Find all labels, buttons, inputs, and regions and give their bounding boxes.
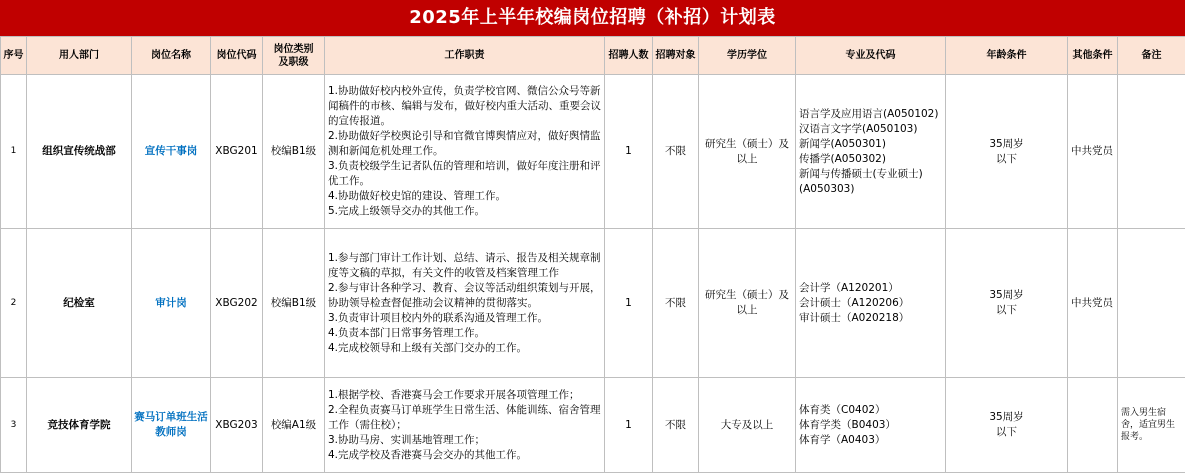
row-target: 不限 xyxy=(653,229,699,378)
row-no: 3 xyxy=(1,378,27,473)
header-no: 序号 xyxy=(1,37,27,75)
duty-line: 2.协助做好学校舆论引导和官微官博舆情应对，做好舆情监测和新闻危机处理工作。 xyxy=(328,129,601,159)
major-line: 语言学及应用语言(A050102) xyxy=(799,107,942,122)
duty-line: 4.负责本部门日常事务管理工作。 xyxy=(328,326,601,341)
row-no: 2 xyxy=(1,229,27,378)
row-count: 1 xyxy=(605,378,653,473)
row-dept: 竞技体育学院 xyxy=(27,378,132,473)
major-line: 体育类（C0402） xyxy=(799,403,942,418)
header-education: 学历学位 xyxy=(699,37,796,75)
row-dept: 纪检室 xyxy=(27,229,132,378)
row-dept: 组织宣传统战部 xyxy=(27,75,132,229)
header-other: 其他条件 xyxy=(1068,37,1118,75)
row-code: XBG201 xyxy=(211,75,263,229)
duty-line: 4.完成校领导和上级有关部门交办的工作。 xyxy=(328,341,601,356)
row-remark xyxy=(1118,75,1185,229)
header-target: 招聘对象 xyxy=(653,37,699,75)
header-dept: 用人部门 xyxy=(27,37,132,75)
row-post: 审计岗 xyxy=(132,229,211,378)
row-education: 研究生（硕士）及以上 xyxy=(699,75,796,229)
row-count: 1 xyxy=(605,229,653,378)
duty-line: 3.负责审计项目校内外的联系沟通及管理工作。 xyxy=(328,311,601,326)
duty-line: 4.完成学校及香港赛马会交办的其他工作。 xyxy=(328,448,601,463)
row-age-text: 35周岁 以下 xyxy=(947,137,1066,167)
table-row xyxy=(1,75,1185,229)
header-code: 岗位代码 xyxy=(211,37,263,75)
header-level xyxy=(263,37,325,75)
row-age-text: 35周岁 以下 xyxy=(947,410,1066,440)
row-other: 中共党员 xyxy=(1068,229,1118,378)
major-line: 体育学类（B0403） xyxy=(799,418,942,433)
duty-line: 2.全程负责赛马订单班学生日常生活、体能训练、宿舍管理工作（需住校）； xyxy=(328,403,601,433)
major-line: 新闻学(A050301) xyxy=(799,137,942,152)
major-line: 体育学（A0403） xyxy=(799,433,942,448)
row-post: 宣传干事岗 xyxy=(132,75,211,229)
row-post: 赛马订单班生活教师岗 xyxy=(132,378,211,473)
major-line: 审计硕士（A020218） xyxy=(799,311,942,326)
row-other xyxy=(1068,378,1118,473)
row-majors xyxy=(796,229,946,378)
row-code: XBG202 xyxy=(211,229,263,378)
header-count: 招聘人数 xyxy=(605,37,653,75)
row-remark xyxy=(1118,229,1185,378)
duty-line: 1.协助做好校内校外宣传，负责学校官网、微信公众号等新闻稿件的市核、编辑与发布，做好校内重大活动、重要会议的宣传报道。 xyxy=(328,84,601,129)
row-duties xyxy=(325,378,605,473)
row-majors xyxy=(796,75,946,229)
row-duties xyxy=(325,229,605,378)
major-line: 新闻与传播硕士(专业硕士)(A050303) xyxy=(799,167,942,197)
header-majors: 专业及代码 xyxy=(796,37,946,75)
recruitment-table xyxy=(0,36,1185,473)
major-line: 会计硕士（A120206） xyxy=(799,296,942,311)
header-remark: 备注 xyxy=(1118,37,1185,75)
row-level: 校编B1级 xyxy=(263,75,325,229)
header-post: 岗位名称 xyxy=(132,37,211,75)
duty-line: 1.参与部门审计工作计划、总结、请示、报告及相关规章制度等文稿的草拟，有关文件的收管及档案管理工作 xyxy=(328,251,601,281)
duty-line: 3.协助马房、实训基地管理工作； xyxy=(328,433,601,448)
major-line: 会计学（A120201） xyxy=(799,281,942,296)
row-level: 校编A1级 xyxy=(263,378,325,473)
row-age xyxy=(946,229,1068,378)
row-remark: 需入男生宿舍，适宜男生报考。 xyxy=(1118,378,1185,473)
row-no: 1 xyxy=(1,75,27,229)
row-target: 不限 xyxy=(653,75,699,229)
table-row xyxy=(1,229,1185,378)
duty-line: 3.负责校级学生记者队伍的管理和培训，做好年度注册和评优工作。 xyxy=(328,159,601,189)
major-line: 汉语言文字学(A050103) xyxy=(799,122,942,137)
header-age: 年龄条件 xyxy=(946,37,1068,75)
header-duties: 工作职责 xyxy=(325,37,605,75)
row-level: 校编B1级 xyxy=(263,229,325,378)
row-education: 研究生（硕士）及以上 xyxy=(699,229,796,378)
duty-line: 1.根据学校、香港赛马会工作要求开展各项管理工作； xyxy=(328,388,601,403)
row-age xyxy=(946,378,1068,473)
duty-line: 2.参与审计各种学习、教育、会议等活动组织策划与开展，协助领导检查督促推动会议精神的贯彻落实。 xyxy=(328,281,601,311)
row-education: 大专及以上 xyxy=(699,378,796,473)
row-age xyxy=(946,75,1068,229)
row-majors xyxy=(796,378,946,473)
major-line: 传播学(A050302) xyxy=(799,152,942,167)
page-title: 2025年上半年校编岗位招聘（补招）计划表 xyxy=(0,0,1185,36)
row-duties xyxy=(325,75,605,229)
header-level-text: 岗位类别 及职级 xyxy=(265,43,322,69)
row-count: 1 xyxy=(605,75,653,229)
table-row xyxy=(1,378,1185,473)
duty-line: 5.完成上级领导交办的其他工作。 xyxy=(328,204,601,219)
row-target: 不限 xyxy=(653,378,699,473)
row-other: 中共党员 xyxy=(1068,75,1118,229)
row-code: XBG203 xyxy=(211,378,263,473)
duty-line: 4.协助做好校史馆的建设、管理工作。 xyxy=(328,189,601,204)
row-age-text: 35周岁 以下 xyxy=(947,288,1066,318)
header-row xyxy=(1,37,1185,75)
